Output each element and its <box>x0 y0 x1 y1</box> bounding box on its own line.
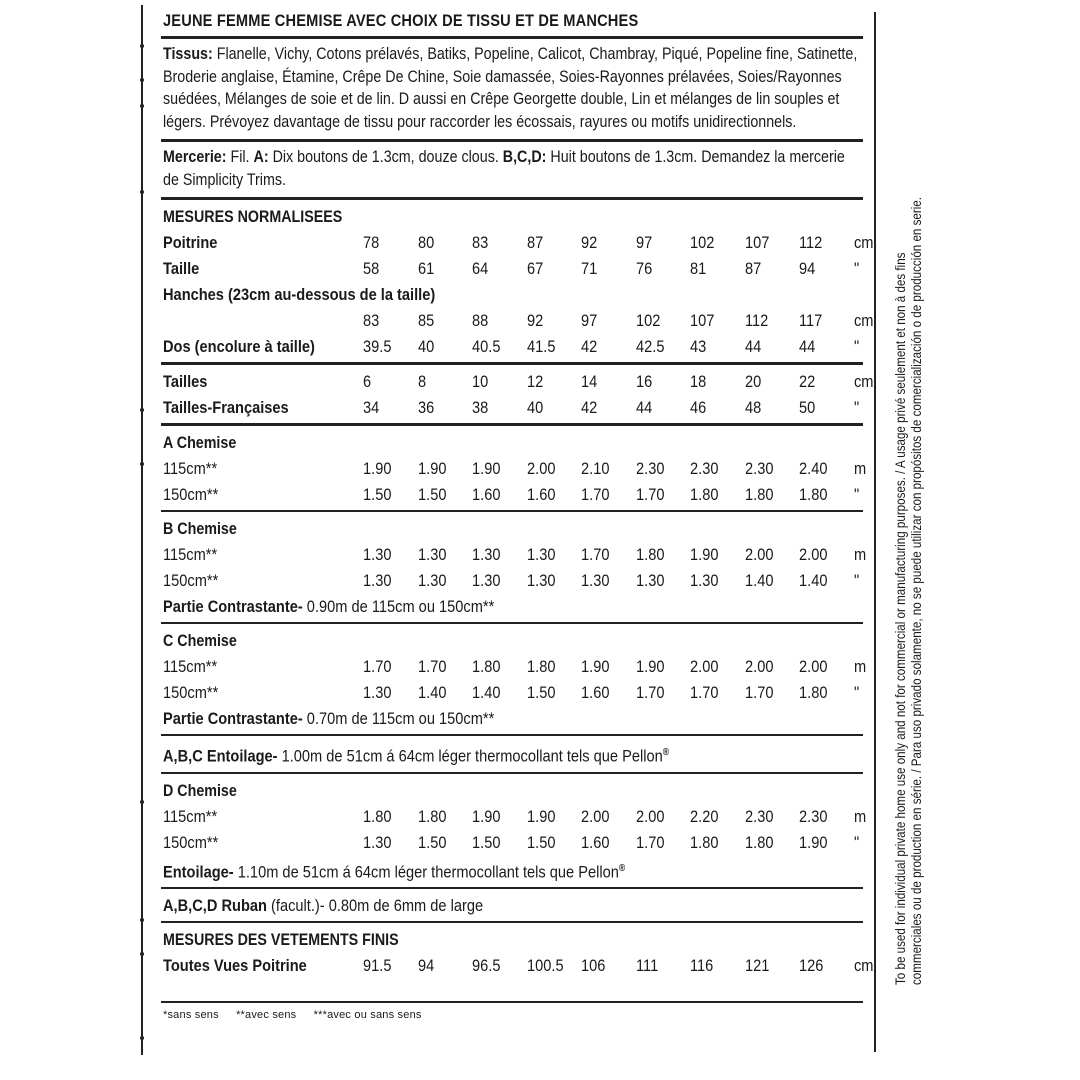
ruban-label: A,B,C,D Ruban <box>163 896 267 916</box>
table-row <box>163 542 881 568</box>
contrast-text: 0.70m de 115cm ou 150cm** <box>306 709 495 728</box>
unit: cm <box>853 233 873 252</box>
view-b-header: B Chemise <box>163 519 237 538</box>
cell: 22 <box>799 372 816 391</box>
cell: 42.5 <box>635 337 664 356</box>
sizes-table <box>163 369 881 421</box>
finished-measurements-header: MESURES DES VETEMENTS FINIS <box>163 930 399 950</box>
table-row <box>163 830 881 856</box>
view-c-table <box>163 654 881 706</box>
table-row <box>163 482 881 508</box>
cell: 2.20 <box>690 806 719 826</box>
tissus-paragraph <box>163 43 863 133</box>
cell: 2.00 <box>799 657 828 676</box>
cell: 44 <box>744 337 761 356</box>
cell: 106 <box>581 956 606 976</box>
mercerie-a-text: Dix boutons de 1.3cm, douze clous. <box>272 147 499 166</box>
footnotes <box>163 1009 863 1021</box>
contrast-label: Partie Contrastante- <box>163 597 303 616</box>
table-row <box>163 395 881 421</box>
cell: 40 <box>526 398 543 417</box>
unit: cm <box>853 372 873 391</box>
divider <box>161 887 863 889</box>
unit: m <box>853 657 866 676</box>
cell: 12 <box>526 372 543 391</box>
cell: 2.00 <box>635 806 664 826</box>
cell: 1.80 <box>472 657 501 676</box>
cell: 40.5 <box>472 337 501 356</box>
cell: 1.40 <box>744 571 773 590</box>
cell: 85 <box>417 311 434 330</box>
cell: 1.70 <box>744 683 773 702</box>
pattern-title: JEUNE FEMME CHEMISE AVEC CHOIX DE TISSU ET DE MANCHES <box>163 11 639 30</box>
unit: cm <box>853 311 873 330</box>
cell: 1.30 <box>472 571 501 590</box>
cell: 2.00 <box>526 459 555 478</box>
unit: m <box>853 806 866 826</box>
disclaimer-line: commerciales ou de production en série. / Para uso privado solamente, no se puede utilizar con propósitos de comercialización o de producción en serie. <box>909 197 924 985</box>
cell: 91.5 <box>363 956 392 976</box>
table-row <box>163 456 881 482</box>
cell: 1.30 <box>363 571 392 590</box>
cell: 10 <box>472 372 489 391</box>
cell: 2.40 <box>799 459 828 478</box>
mesures-header: MESURES NORMALISEES <box>163 207 343 226</box>
contrast-text: 0.90m de 115cm ou 150cm** <box>306 597 495 616</box>
cell: 94 <box>417 956 434 976</box>
cell: 1.60 <box>526 485 555 504</box>
cell: 1.50 <box>417 832 446 852</box>
cell: 1.80 <box>526 657 555 676</box>
divider <box>161 139 863 142</box>
row-label: Dos (encolure à taille) <box>163 337 315 356</box>
cell: 34 <box>363 398 380 417</box>
cell: 71 <box>581 259 598 278</box>
row-label: Poitrine <box>163 233 218 252</box>
cell: 1.30 <box>363 683 392 702</box>
divider <box>161 423 863 426</box>
right-margin-rule <box>874 12 876 1052</box>
divider <box>161 772 863 774</box>
cell: 1.50 <box>526 832 555 852</box>
unit: " <box>853 485 859 504</box>
margin-dot <box>140 952 144 956</box>
table-row <box>163 953 881 979</box>
cell: 8 <box>417 372 426 391</box>
cell: 42 <box>581 398 598 417</box>
cell: 1.70 <box>635 832 664 852</box>
cell: 20 <box>744 372 761 391</box>
cell: 1.30 <box>417 571 446 590</box>
table-row <box>163 804 881 830</box>
row-label: 115cm** <box>163 806 218 826</box>
row-label: 115cm** <box>163 545 218 564</box>
cell: 2.00 <box>690 657 719 676</box>
mercerie-label: Mercerie: <box>163 147 227 166</box>
cell: 1.70 <box>690 683 719 702</box>
cell: 48 <box>744 398 761 417</box>
cell: 38 <box>472 398 489 417</box>
tissus-label: Tissus: <box>163 44 213 63</box>
cell: 1.50 <box>526 683 555 702</box>
table-row <box>163 369 881 395</box>
table-row <box>163 308 881 334</box>
cell: 18 <box>690 372 707 391</box>
margin-dot <box>140 408 144 412</box>
margin-dot <box>140 44 144 48</box>
unit: " <box>853 571 859 590</box>
cell: 2.10 <box>581 459 610 478</box>
cell: 39.5 <box>363 337 392 356</box>
cell: 1.50 <box>363 485 392 504</box>
cell: 1.90 <box>581 657 610 676</box>
cell: 1.90 <box>635 657 664 676</box>
cell: 92 <box>526 311 543 330</box>
cell: 2.00 <box>799 545 828 564</box>
cell: 1.80 <box>690 832 719 852</box>
cell: 1.80 <box>417 806 446 826</box>
view-a-header: A Chemise <box>163 433 237 452</box>
cell: 97 <box>581 311 598 330</box>
view-c-header: C Chemise <box>163 631 237 650</box>
cell: 111 <box>635 956 658 976</box>
cell: 58 <box>363 259 380 278</box>
cell: 46 <box>690 398 707 417</box>
view-d-header: D Chemise <box>163 780 237 800</box>
cell: 112 <box>799 233 823 252</box>
mercerie-pre: Fil. <box>230 147 250 166</box>
view-a-table <box>163 456 881 508</box>
cell: 1.80 <box>690 485 719 504</box>
cell: 102 <box>635 311 660 330</box>
unit: m <box>853 545 866 564</box>
finished-measurements-table <box>163 953 881 979</box>
cell: 92 <box>581 233 598 252</box>
cell: 1.90 <box>472 459 501 478</box>
divider <box>161 921 863 923</box>
divider <box>161 36 863 39</box>
divider <box>161 510 863 512</box>
cell: 2.30 <box>799 806 828 826</box>
cell: 80 <box>417 233 434 252</box>
entoilage-text: 1.00m de 51cm á 64cm léger thermocollant tels que Pellon <box>281 746 663 766</box>
divider <box>161 362 863 365</box>
cell: 2.30 <box>635 459 664 478</box>
cell: 1.40 <box>799 571 828 590</box>
unit: " <box>853 337 859 356</box>
cell: 96.5 <box>472 956 501 976</box>
view-d-table <box>163 804 881 856</box>
cell: 1.90 <box>690 545 719 564</box>
left-margin-rule <box>141 5 143 1055</box>
cell: 64 <box>472 259 489 278</box>
row-label: 150cm** <box>163 485 219 504</box>
cell: 1.90 <box>417 459 446 478</box>
entoilage-text: 1.10m de 51cm á 64cm léger thermocollant tels que Pellon <box>237 862 619 882</box>
cell: 1.90 <box>472 806 501 826</box>
row-label: 115cm** <box>163 657 218 676</box>
entoilage-label: Entoilage- <box>163 862 234 882</box>
row-label: 150cm** <box>163 683 219 702</box>
usage-disclaimer <box>893 25 925 985</box>
cell: 1.80 <box>744 832 773 852</box>
cell: 50 <box>799 398 816 417</box>
unit: " <box>853 259 859 278</box>
cell: 1.50 <box>417 485 446 504</box>
unit: m <box>853 459 866 478</box>
cell: 44 <box>635 398 652 417</box>
ruban-text: (facult.)- 0.80m de 6mm de large <box>271 896 484 916</box>
row-label: Taille <box>163 259 200 278</box>
view-b-table <box>163 542 881 594</box>
table-row <box>163 256 881 282</box>
cell: 2.30 <box>690 459 719 478</box>
tissus-text: Flanelle, Vichy, Cotons prélavés, Batiks, Popeline, Calicot, Chambray, Piqué, Popeline fine, Satinette, Broderie anglaise, Étamine, Crêpe De Chine, Soie damassée, Soies-Rayonnes prélavées, Soies/Rayonnes suédées, Mélanges de soie et de lin. D aussi en Crêpe Georgette double, Lin et mélanges de lin souples et légers. Prévoyez davantage de tissu pour raccorder les écossais, rayures ou motifs unidirectionnels. <box>163 44 858 131</box>
unit: " <box>853 398 859 417</box>
cell: 107 <box>690 311 715 330</box>
body-measurements-table <box>163 230 881 360</box>
cell: 2.00 <box>581 806 610 826</box>
cell: 1.90 <box>799 832 828 852</box>
cell: 43 <box>690 337 707 356</box>
cell: 1.70 <box>363 657 392 676</box>
registered-mark: ® <box>618 862 626 874</box>
cell: 88 <box>472 311 489 330</box>
cell: 2.00 <box>744 657 773 676</box>
cell: 61 <box>417 259 434 278</box>
mercerie-bcd-text: Huit boutons de 1.3cm. Demandez la mercerie de Simplicity Trims. <box>163 147 845 189</box>
cell: 116 <box>690 956 714 976</box>
table-row <box>163 654 881 680</box>
cell: 1.30 <box>635 571 664 590</box>
cell: 112 <box>744 311 768 330</box>
row-label: Hanches (23cm au-dessous de la taille) <box>163 285 436 304</box>
cell: 67 <box>526 259 543 278</box>
cell: 81 <box>690 259 707 278</box>
unit: " <box>853 683 859 702</box>
cell: 1.30 <box>417 545 446 564</box>
cell: 2.00 <box>744 545 773 564</box>
cell: 76 <box>635 259 652 278</box>
cell: 1.80 <box>363 806 392 826</box>
cell: 1.30 <box>363 545 392 564</box>
cell: 97 <box>635 233 652 252</box>
disclaimer-line: To be used for individual private home use only and not for commercial or manufacturing purposes. / A usage privé seulement et non à des fins <box>893 252 908 985</box>
cell: 87 <box>744 259 761 278</box>
cell: 1.30 <box>472 545 501 564</box>
cell: 14 <box>581 372 598 391</box>
table-row <box>163 680 881 706</box>
cell: 1.60 <box>472 485 501 504</box>
cell: 1.80 <box>799 485 828 504</box>
cell: 16 <box>635 372 652 391</box>
cell: 1.30 <box>690 571 719 590</box>
cell: 1.70 <box>635 683 664 702</box>
table-row <box>163 230 881 256</box>
footnote: ***avec ou sans sens <box>313 1009 422 1022</box>
view-b-contrast-note <box>163 594 863 620</box>
margin-dot <box>140 1036 144 1040</box>
cell: 42 <box>581 337 598 356</box>
row-label: Tailles-Françaises <box>163 398 289 417</box>
margin-dot <box>140 104 144 108</box>
mercerie-paragraph <box>163 146 863 191</box>
cell: 1.70 <box>581 545 610 564</box>
unit: cm <box>853 956 873 976</box>
divider <box>161 622 863 624</box>
margin-dot <box>140 918 144 922</box>
table-row <box>163 568 881 594</box>
table-row <box>163 282 881 308</box>
divider <box>161 197 863 200</box>
abc-interfacing-note <box>163 740 863 770</box>
cell: 1.40 <box>417 683 446 702</box>
cell: 83 <box>363 311 380 330</box>
divider <box>161 734 863 736</box>
cell: 1.70 <box>581 485 610 504</box>
cell: 36 <box>417 398 434 417</box>
table-row <box>163 334 881 360</box>
mercerie-bcd-label: B,C,D: <box>502 147 547 166</box>
cell: 126 <box>799 956 824 976</box>
divider <box>161 1001 863 1003</box>
cell: 1.30 <box>581 571 610 590</box>
cell: 87 <box>526 233 543 252</box>
view-d-interfacing-note <box>163 856 863 886</box>
row-label: 150cm** <box>163 571 219 590</box>
mercerie-a-label: A: <box>253 147 269 166</box>
row-label: 115cm** <box>163 459 218 478</box>
cell: 1.40 <box>472 683 501 702</box>
yardage-chart <box>163 8 873 1022</box>
cell: 1.80 <box>635 545 664 564</box>
footnote: **avec sens <box>236 1009 297 1022</box>
margin-dot <box>140 800 144 804</box>
cell: 102 <box>690 233 715 252</box>
cell: 1.80 <box>799 683 828 702</box>
margin-dot <box>140 462 144 466</box>
cell: 83 <box>472 233 489 252</box>
margin-dot <box>140 190 144 194</box>
cell: 78 <box>363 233 380 252</box>
cell: 1.50 <box>472 832 501 852</box>
cell: 1.80 <box>744 485 773 504</box>
registered-mark: ® <box>662 747 670 758</box>
cell: 1.30 <box>526 571 555 590</box>
cell: 2.30 <box>744 806 773 826</box>
cell: 1.60 <box>581 832 610 852</box>
cell: 117 <box>799 311 823 330</box>
cell: 94 <box>799 259 816 278</box>
footnote: *sans sens <box>163 1009 219 1022</box>
cell: 40 <box>417 337 434 356</box>
cell: 1.90 <box>526 806 555 826</box>
cell: 1.30 <box>526 545 555 564</box>
cell: 1.30 <box>363 832 392 852</box>
cell: 44 <box>799 337 816 356</box>
ribbon-note <box>163 893 863 919</box>
cell: 2.30 <box>744 459 773 478</box>
cell: 107 <box>744 233 769 252</box>
view-c-contrast-note <box>163 706 863 732</box>
contrast-label: Partie Contrastante- <box>163 709 303 728</box>
margin-dot <box>140 78 144 82</box>
row-label: Toutes Vues Poitrine <box>163 956 307 976</box>
unit: " <box>853 832 859 852</box>
cell: 1.70 <box>635 485 664 504</box>
cell: 1.90 <box>363 459 392 478</box>
row-label: Tailles <box>163 372 208 391</box>
cell: 6 <box>363 372 372 391</box>
cell: 1.60 <box>581 683 610 702</box>
entoilage-label: A,B,C Entoilage- <box>163 746 278 766</box>
cell: 41.5 <box>526 337 555 356</box>
row-label: 150cm** <box>163 832 219 852</box>
cell: 1.70 <box>417 657 446 676</box>
cell: 100.5 <box>526 956 564 976</box>
cell: 121 <box>744 956 769 976</box>
